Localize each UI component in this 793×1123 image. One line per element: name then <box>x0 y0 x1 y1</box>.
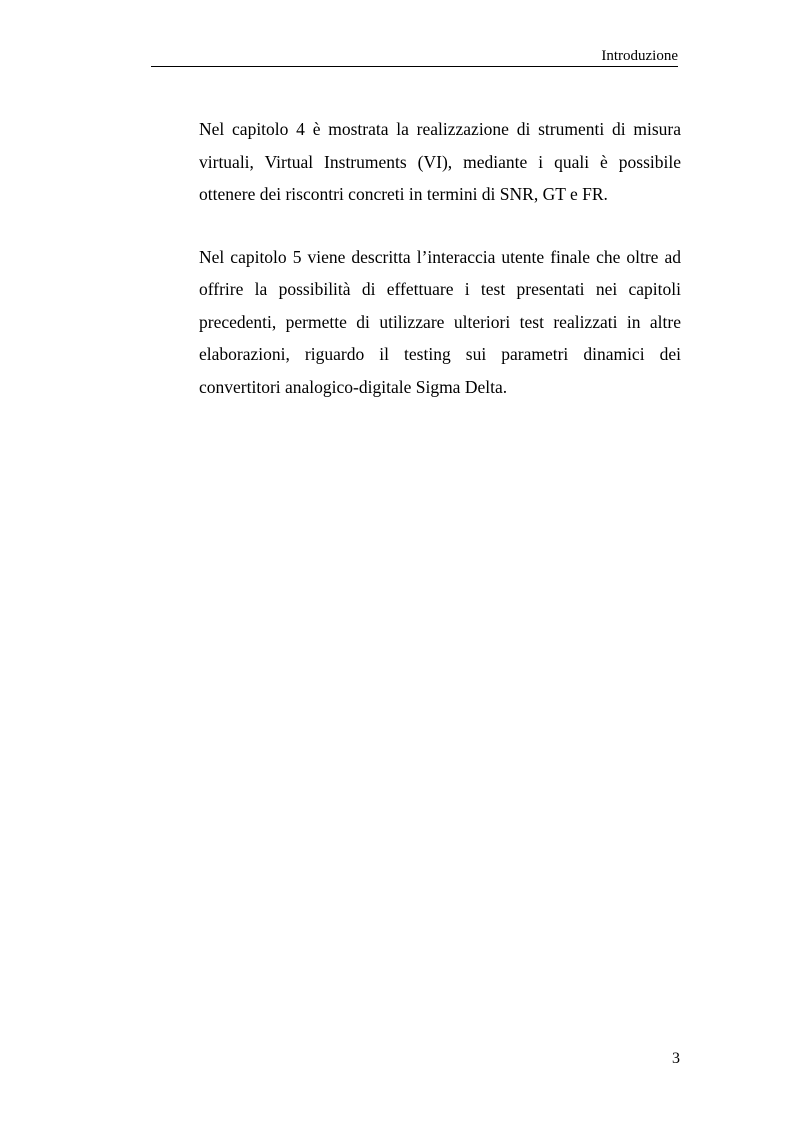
page-number: 3 <box>672 1050 680 1067</box>
paragraph-chapter-5: Nel capitolo 5 viene descritta l’interaccia utente finale che oltre ad offrire la possibilità di effettuare i test presentati nei capitoli precedenti, permette di utilizzare ulteriori test realizzati in altre elaborazioni, riguardo il testing sui parametri dinamici dei convertitori analogico-digitale Sigma Delta. <box>199 246 681 397</box>
running-head-title: Introduzione <box>601 48 678 64</box>
page-header <box>151 46 678 67</box>
paragraph-chapter-4: Nel capitolo 4 è mostrata la realizzazione di strumenti di misura virtuali, Virtual Instruments (VI), mediante i quali è possibile ottenere dei riscontri concreti in termini di SNR, GT e FR. <box>199 119 681 204</box>
body-text <box>199 113 681 403</box>
